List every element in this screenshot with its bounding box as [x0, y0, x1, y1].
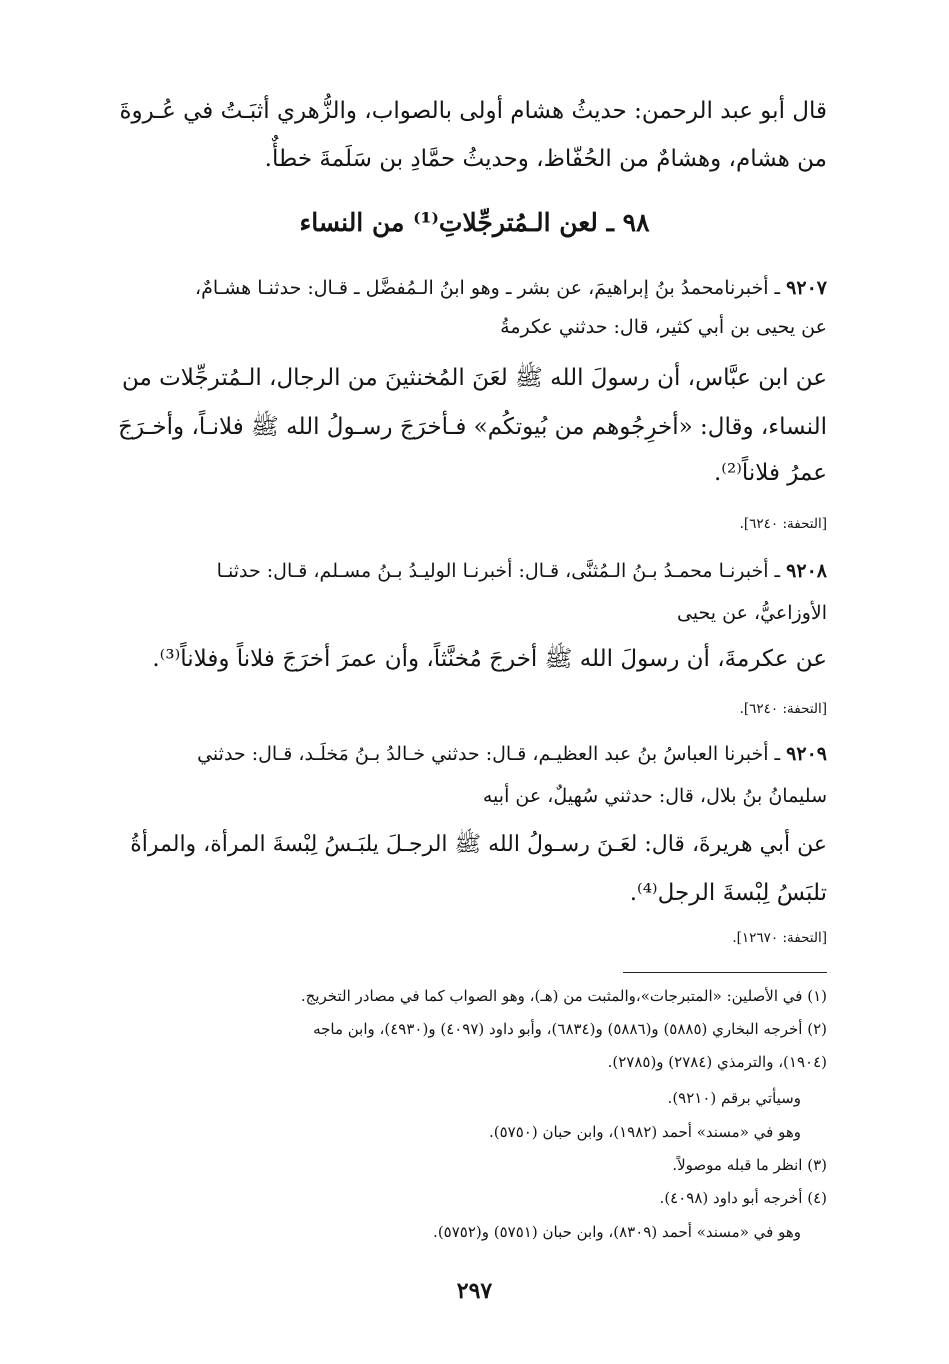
hadith-9209-isnad-line-1	[197, 743, 827, 765]
footnote-2-line-3: وسيأتي برقم (٩٢١٠).	[667, 1089, 801, 1107]
hadith-isnad-text: ـ أخبرنامحمدُ بنُ إبراهيمَ، عن بشر ـ وهو ابنُ الـمُفضَّل ـ قـال: حدثنـا هشـامٌ،	[194, 277, 781, 299]
hadith-9209-matn-line-2: تلبَسُ لِبْسةَ الرجل⁽⁴⁾.	[629, 880, 827, 906]
hadith-9209-tuhfa-reference: [التحفة: ١٢٦٧٠].	[732, 930, 827, 946]
hadith-number: ٩٢٠٨	[786, 560, 827, 582]
hadith-number: ٩٢٠٧	[786, 277, 827, 299]
hadith-9207-isnad-line-1	[195, 277, 827, 299]
hadith-9207-matn-line-3: عمرُ فلاناً⁽²⁾.	[713, 460, 827, 486]
hadith-9207-matn-line-2: النساء، وقال: «أخرِجُوهم من بُيوتكُم» فـأخرَجَ رسـولُ الله ﷺ فلانـاً، وأخـرَجَ	[118, 414, 827, 440]
footnote-4-line-1: (٤) أخرجه أبو داود (٤٠٩٨).	[659, 1189, 827, 1207]
footnote-2-line-2: (١٩٠٤)، والترمذي (٢٧٨٤) و(٢٧٨٥).	[607, 1053, 827, 1071]
hadith-9207-isnad-line-2: عن يحيى بن أبي كثير، قال: حدثني عكرمةُ	[500, 316, 827, 338]
intro-line-2: من هشام، وهشامٌ من الحُفّاظ، وحديثُ حمَّادِ بن سَلَمةَ خطأٌ.	[264, 146, 827, 172]
footnote-separator	[623, 972, 827, 973]
hadith-9208-isnad-line-2: الأوزاعيُّ، عن يحيى	[676, 602, 827, 624]
hadith-9208-tuhfa-reference: [التحفة: ٦٢٤٠].	[739, 701, 827, 717]
hadith-9207-matn-line-1: عن ابن عبَّاس، أن رسولَ الله ﷺ لعَنَ المُخنثينَ من الرجال، الـمُترجِّلات من	[121, 365, 827, 391]
footnote-2-line-1: (٢) أخرجه البخاري (٥٨٨٥) و(٥٨٨٦) و(٦٨٣٤)، وأبو داود (٤٠٩٧) و(٤٩٣٠)، وابن ماجه	[313, 1020, 827, 1038]
hadith-number: ٩٢٠٩	[786, 743, 827, 765]
page-number: ٢٩٧	[456, 1278, 493, 1304]
footnote-2-line-4: وهو في «مسند» أحمد (١٩٨٢)، وابن حبان (٥٧٥٠).	[489, 1123, 801, 1141]
hadith-isnad-text: ـ أخبرنا العباسُ بنُ عبد العظيـم، قـال: حدثني خـالدُ بـنُ مَخلَـد، قـال: حدثني	[197, 743, 781, 765]
footnote-1: (١) في الأصلين: «المتبرجات»،والمثبت من (هـ)، وهو الصواب كما في مصادر التخريج.	[300, 987, 827, 1005]
hadith-9208-matn-line-1: عن عكرمةَ، أن رسولَ الله ﷺ أخرجَ مُخنَّثاً، وأن عمرَ أخرَجَ فلاناً وفلاناً⁽³⁾.	[152, 646, 827, 672]
chapter-heading: ٩٨ ـ لعن الـمُترجِّلاتِ⁽¹⁾ من النساء	[299, 208, 650, 237]
hadith-9209-isnad-line-2: سليمانُ بنُ بلال، قال: حدثني سُهيلٌ، عن أبيه	[482, 785, 827, 807]
hadith-isnad-text: ـ أخبرنـا محمـدُ بـنُ الـمُثنَّى، قـال: أخبرنـا الوليـدُ بـنُ مسـلم، قـال: حدثنـا	[216, 560, 781, 582]
intro-line-1: قال أبو عبد الرحمن: حديثُ هشام أولى بالصواب، والزُّهري أثبَـتُ في عُـروةَ	[119, 98, 827, 124]
footnote-3: (٣) انظر ما قبله موصولاً.	[672, 1156, 827, 1174]
hadith-9208-isnad-line-1	[217, 560, 827, 582]
hadith-9209-matn-line-1: عن أبي هريرةَ، قال: لعَـنَ رسـولُ الله ﷺ الرجـلَ يلبَـسُ لِبْسةَ المرأة، والمرأةُ	[130, 832, 827, 857]
footnote-4-line-2: وهو في «مسند» أحمد (٨٣٠٩)، وابن حبان (٥٧٥١) و(٥٧٥٢).	[433, 1223, 801, 1241]
hadith-9207-tuhfa-reference: [التحفة: ٦٢٤٠].	[739, 516, 827, 532]
